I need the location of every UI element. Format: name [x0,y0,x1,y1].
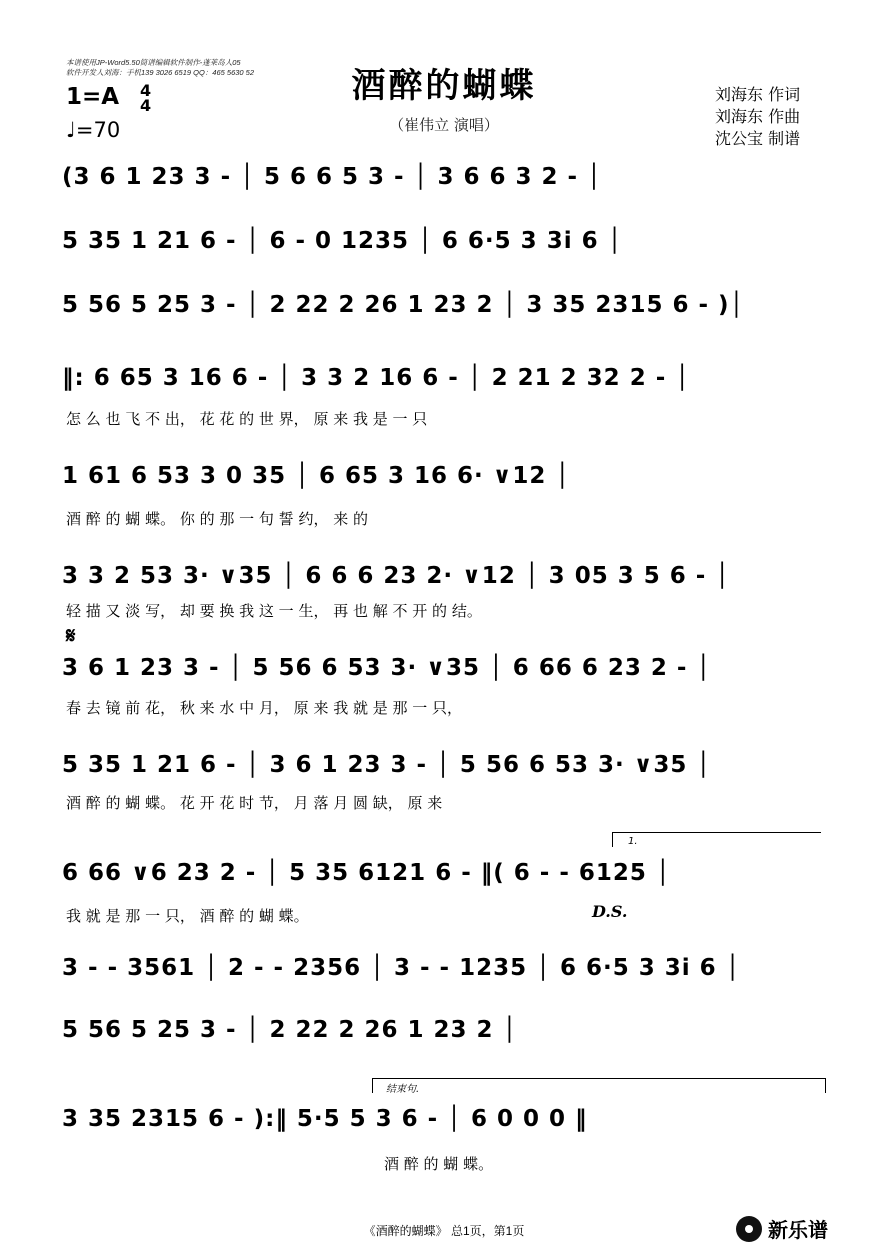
lyric-row-4: 怎 么 也 飞 不 出， 花 花 的 世 界， 原 来 我 是 一 只 [66,410,428,428]
song-subtitle: （崔伟立 演唱） [389,116,499,134]
software-line-1: 本谱使用JP-Word5.50简谱编辑软件制作-蓬莱岛人05 [66,58,241,67]
credits [715,84,800,150]
score-row-11: 5 56 5 25 3 - │ 2 22 2 26 1 23 2 │ [62,1017,518,1043]
lyric-row-5: 酒 醉 的 蝴 蝶。 你 的 那 一 句 誓 约， 来 的 [66,510,368,528]
segno-sign: 𝄋 [66,624,76,649]
score-row-3: 5 56 5 25 3 - │ 2 22 2 26 1 23 2 │ 3 35 2315 6 - )│ [62,292,745,318]
logo-text: 新乐谱 [768,1218,828,1242]
score-row-9: 6 66 ∨6 23 2 - │ 5 35 6121 6 - ‖( 6 - - 6125 │ [62,860,671,886]
credit-lyricist: 刘海东 作词 [715,85,801,104]
volta-label-1: 1. [628,836,638,847]
score-row-10: 3 - - 3561 │ 2 - - 2356 │ 3 - - 1235 │ 6 6·5 3 3i 6 │ [62,955,741,981]
dal-segno-mark: D.S. [592,902,628,921]
time-signature-top: 4 [140,81,152,100]
score-row-5: 1 61 6 53 3 0 35 │ 6 65 3 16 6· ∨12 │ [62,463,571,489]
score-row-1: (3 6 1 23 3 - │ 5 6 6 5 3 - │ 3 6 6 3 2 - │ [62,164,602,190]
software-line-2: 软件开发人刘海：手机139 3026 6519 QQ：465 5630 52 [66,68,255,77]
lyric-row-12: 酒 醉 的 蝴 蝶。 [384,1155,494,1173]
lyric-row-7: 春 去 镜 前 花， 秋 来 水 中 月， 原 来 我 就 是 那 一 只， [66,699,463,717]
score-row-7: 3 6 1 23 3 - │ 5 56 6 53 3· ∨35 │ 6 66 6 23 2 - │ [62,655,712,681]
site-logo [736,1214,828,1243]
page-footer: 《酒醉的蝴蝶》 总1页，第1页 [363,1224,525,1238]
credit-transcriber: 沈公宝 制谱 [715,129,801,148]
key-signature: 1=A [66,84,120,110]
time-signature [140,83,151,113]
coda-label: 结束句. [386,1084,420,1095]
volta-bracket-1 [612,832,821,847]
score-row-4: ‖: 6 65 3 16 6 - │ 3 3 2 16 6 - │ 2 21 2 32 2 - │ [62,365,691,391]
credit-composer: 刘海东 作曲 [715,107,801,126]
lyric-row-6: 轻 描 又 淡 写， 却 要 换 我 这 一 生， 再 也 解 不 开 的 结。 [66,602,482,620]
score-row-8: 5 35 1 21 6 - │ 3 6 1 23 3 - │ 5 56 6 53 3· ∨35 │ [62,752,712,778]
music-disc-icon [736,1216,762,1242]
score-row-2: 5 35 1 21 6 - │ 6 - 0 1235 │ 6 6·5 3 3i 6 │ [62,228,623,254]
score-row-6: 3 3 2 53 3· ∨35 │ 6 6 6 23 2· ∨12 │ 3 05 3 5 6 - │ [62,563,731,589]
coda-bracket [372,1078,826,1093]
tempo-marking: ♩=70 [66,118,121,142]
lyric-row-9: 我 就 是 那 一 只， 酒 醉 的 蝴 蝶。 [66,907,309,925]
lyric-row-8: 酒 醉 的 蝴 蝶。 花 开 花 时 节， 月 落 月 圆 缺， 原 来 [66,794,443,812]
score-row-12: 3 35 2315 6 - ):‖ 5·5 5 3 6 - │ 6 0 0 0 ‖ [62,1106,588,1132]
song-title: 酒醉的蝴蝶 [351,66,537,106]
time-signature-bottom: 4 [140,96,152,115]
